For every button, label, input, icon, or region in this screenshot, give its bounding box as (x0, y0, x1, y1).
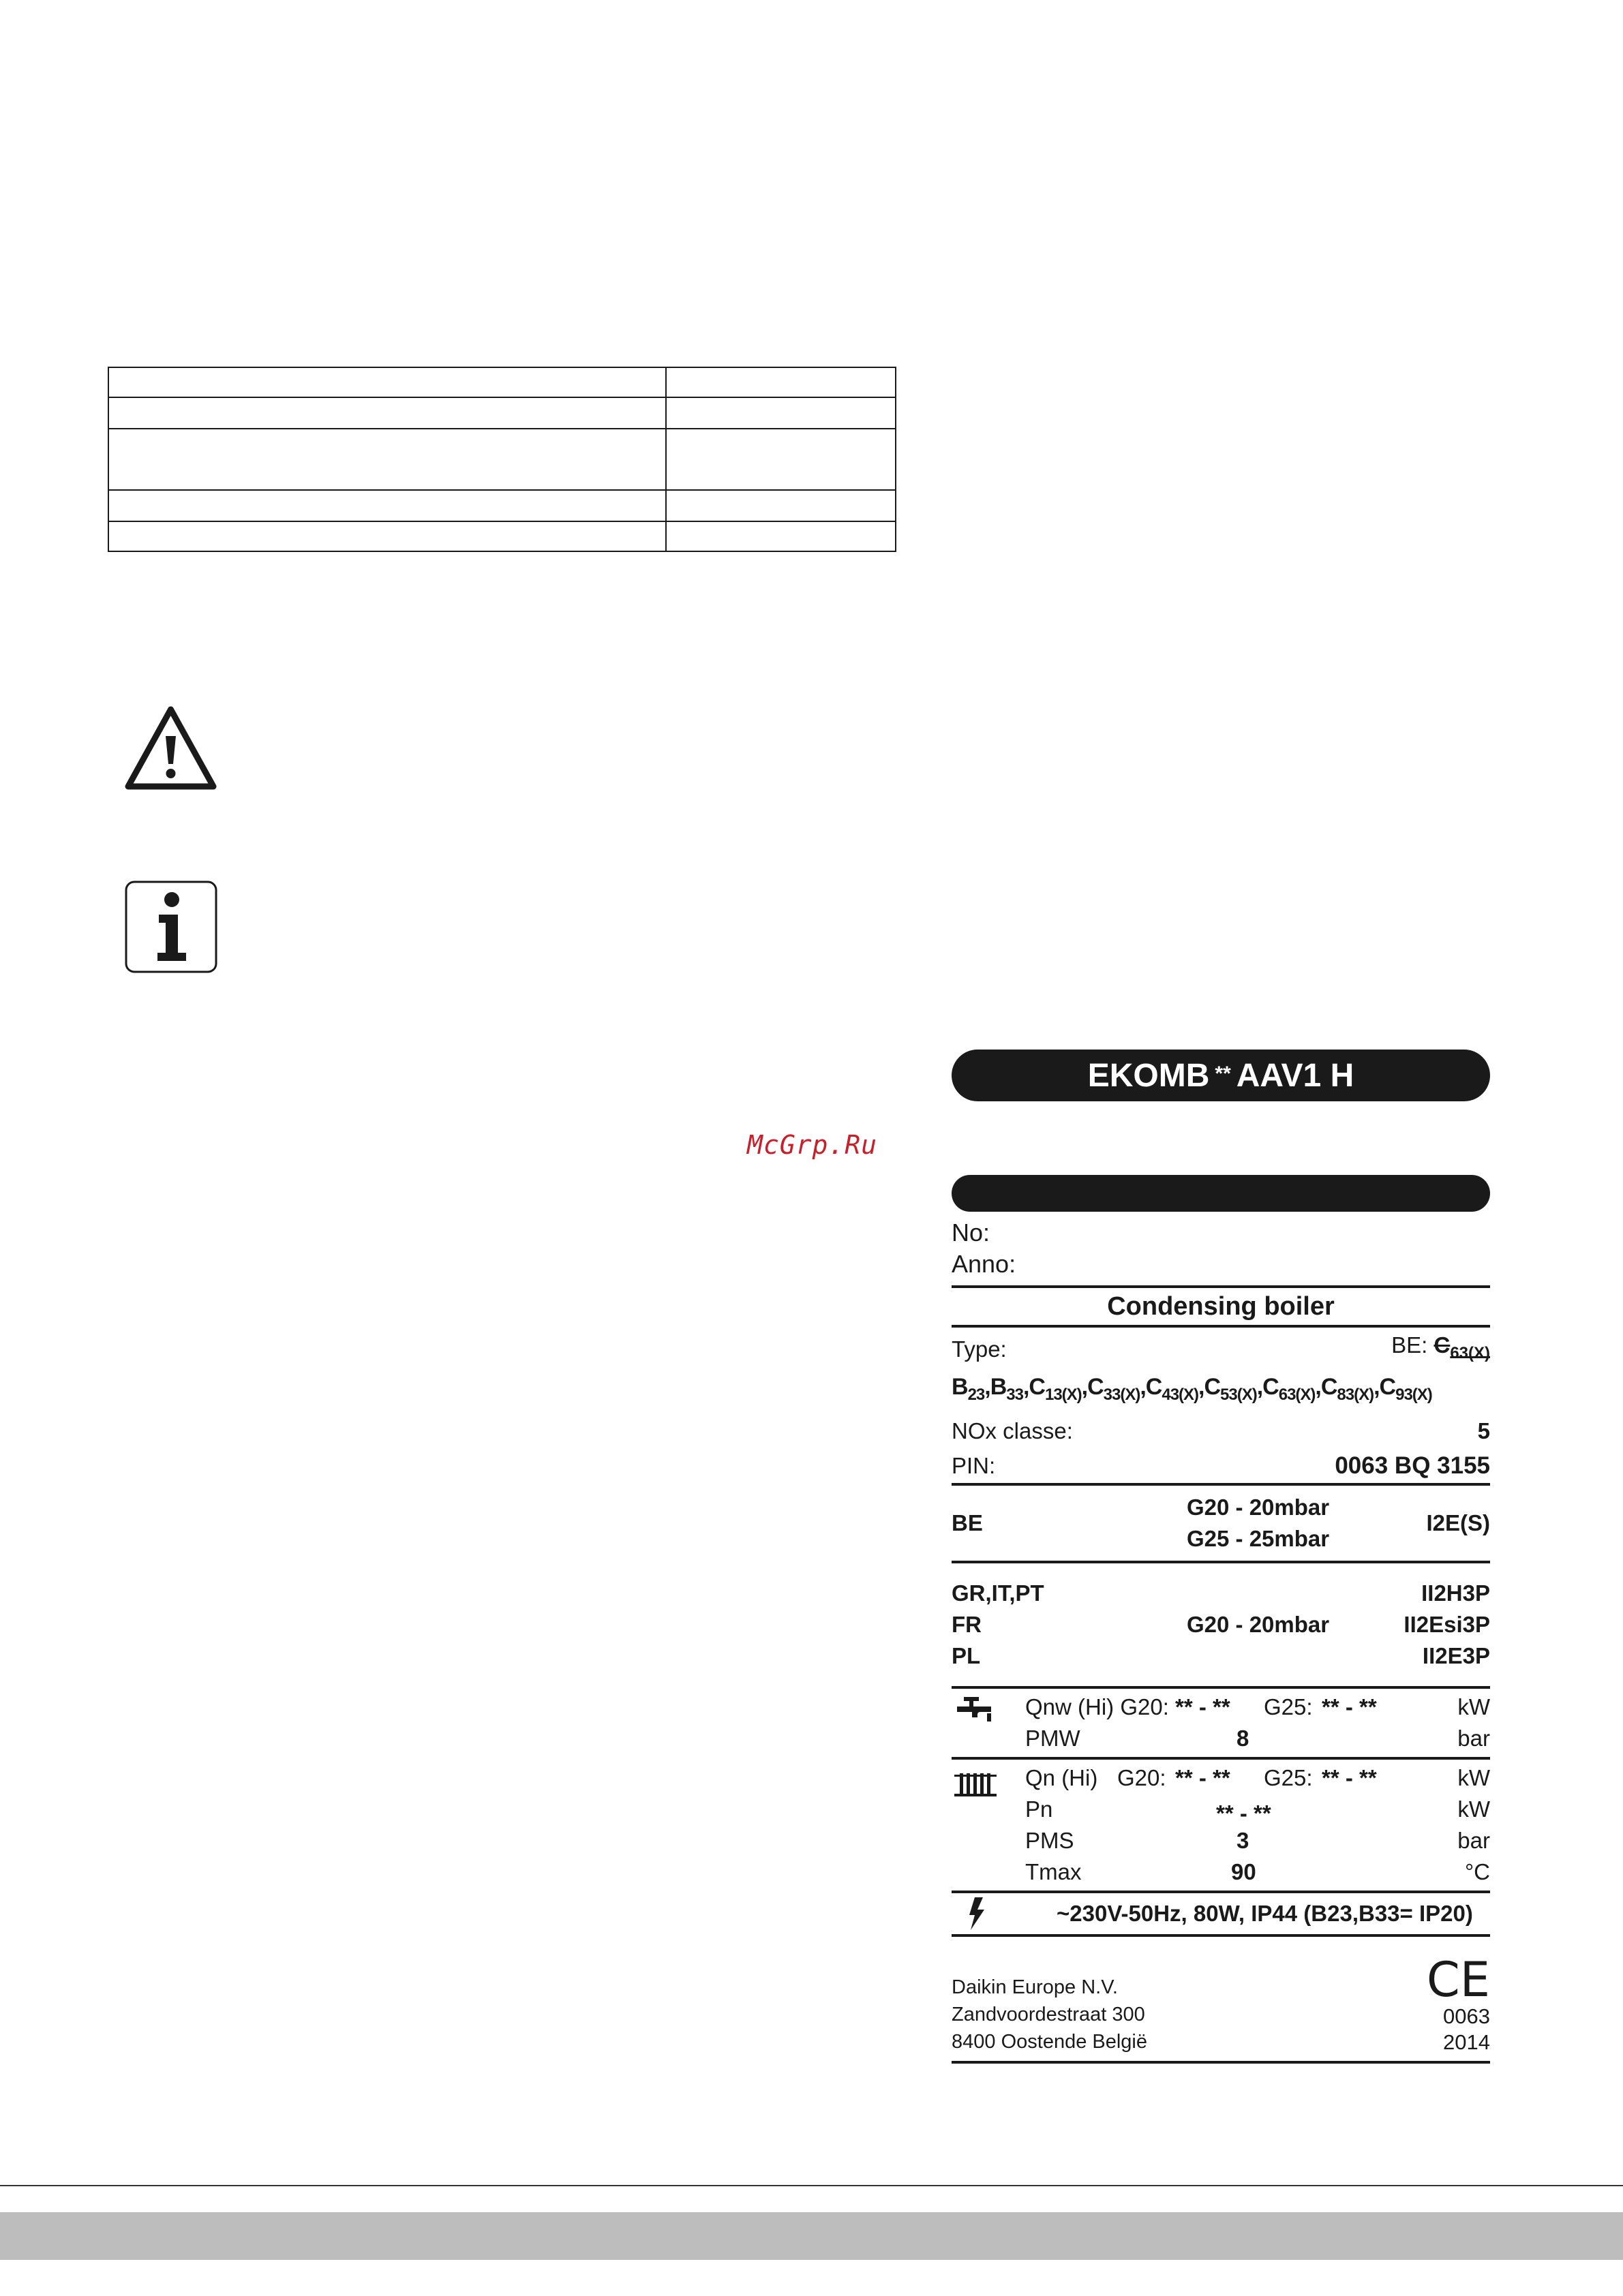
type-code: ,C (1198, 1374, 1221, 1400)
type-code-sub: 63(X) (1278, 1386, 1316, 1404)
category-3: II2E3P (1422, 1643, 1490, 1668)
ce-year: 2014 (1443, 2030, 1490, 2054)
type-list (952, 1368, 1490, 1413)
model-suffix: AAV1 H (1236, 1057, 1354, 1094)
country-1: GR,IT,PT (952, 1580, 1044, 1606)
qnw-label: Qnw (Hi) G20: (1025, 1694, 1169, 1719)
table-row (108, 397, 896, 429)
tap-icon (954, 1696, 994, 1723)
pmw-label: PMW (1025, 1726, 1080, 1751)
type-code-sub: 33 (1006, 1386, 1023, 1404)
type-code-sub: 23 (967, 1386, 985, 1404)
manufacturer-block (952, 1952, 1490, 2055)
table-cell (108, 367, 666, 397)
heating-block (952, 1760, 1490, 1891)
tmax-value: 90 (1231, 1859, 1256, 1884)
type-code-sub: 53(X) (1220, 1386, 1257, 1404)
ce-mark: CE (1426, 1952, 1490, 2008)
type-code-sub: 93(X) (1395, 1386, 1432, 1404)
table-cell (666, 429, 896, 490)
be-gas-1: G20 - 20mbar (1187, 1495, 1330, 1520)
plate-header-bar (952, 1175, 1490, 1212)
address-line-2: Zandvoordestraat 300 (952, 2004, 1145, 2025)
pms-value: 3 (1237, 1828, 1249, 1853)
country-list (952, 1578, 1187, 1672)
qnw-g20: ** - ** (1175, 1694, 1230, 1719)
warning-icon (125, 705, 217, 791)
tmax-label: Tmax (1025, 1859, 1082, 1884)
type-code-sub: 83(X) (1337, 1386, 1374, 1404)
be-struck-type (1434, 1332, 1490, 1362)
pn-value: ** - ** (1216, 1801, 1271, 1826)
electrical-row (952, 1893, 1490, 1934)
be-type (1391, 1330, 1490, 1368)
table-cell (666, 367, 896, 397)
type-code: ,C (1374, 1374, 1396, 1400)
pmw-unit: bar (1457, 1726, 1490, 1751)
be-gas-2: G25 - 25mbar (1187, 1526, 1330, 1551)
country-gas-group (952, 1563, 1490, 1686)
country-2: FR (952, 1612, 982, 1637)
qn-g20: ** - ** (1175, 1765, 1230, 1790)
dhw-block (952, 1689, 1490, 1757)
model-name: EKOMB (1087, 1057, 1210, 1094)
category-1: II2H3P (1421, 1580, 1490, 1606)
group-gas: G20 - 20mbar (1187, 1612, 1330, 1637)
table-row (108, 367, 896, 397)
pn-unit: kW (1457, 1796, 1490, 1822)
pin-value: 0063 BQ 3155 (1335, 1452, 1490, 1479)
type-code: ,C (1081, 1374, 1104, 1400)
blank-table (108, 367, 896, 552)
rating-plate (952, 1050, 1490, 2064)
pms-unit: bar (1457, 1828, 1490, 1853)
table-cell (108, 397, 666, 429)
table-row (108, 429, 896, 490)
table-cell (666, 521, 896, 551)
footer-divider (0, 2185, 1623, 2186)
footer-bar (0, 2212, 1623, 2260)
type-code: B (952, 1374, 968, 1400)
table-cell (108, 429, 666, 490)
pin-label: PIN: (952, 1453, 996, 1478)
category-2: II2Esi3P (1404, 1612, 1490, 1637)
product-name: Condensing boiler (1107, 1292, 1335, 1321)
table-row (108, 521, 896, 551)
nox-value: 5 (1477, 1418, 1490, 1443)
model-stars: ** (1215, 1062, 1231, 1085)
be-gas-row (952, 1486, 1490, 1561)
address-line-1: Daikin Europe N.V. (952, 1976, 1118, 1998)
type-code: ,C (1315, 1374, 1337, 1400)
power-spec: ~230V-50Hz, 80W, IP44 (B23,B33= IP20) (1057, 1901, 1473, 1926)
table-cell (666, 397, 896, 429)
type-code-sub: 33(X) (1103, 1386, 1140, 1404)
category-list (1404, 1578, 1490, 1672)
pms-label: PMS (1025, 1828, 1074, 1853)
address-line-3: 8400 Oostende België (952, 2031, 1147, 2053)
qn-g25: ** - ** (1322, 1765, 1377, 1790)
type-code: ,C (1140, 1374, 1162, 1400)
be-prefix: BE: (1391, 1332, 1428, 1358)
be-struck-sub: 63(X) (1450, 1344, 1490, 1362)
type-code-sub: 43(X) (1162, 1386, 1199, 1404)
watermark: McGrp.Ru (747, 1130, 878, 1160)
type-code: ,C (1022, 1374, 1045, 1400)
be-struck-letter: C (1434, 1332, 1451, 1358)
qn-g20-label: G20: (1117, 1765, 1166, 1790)
qnw-g25: ** - ** (1322, 1694, 1377, 1719)
qnw-unit: kW (1457, 1694, 1490, 1719)
no-label: No: (952, 1219, 990, 1246)
info-icon (125, 881, 217, 973)
ce-number: 0063 (1443, 2004, 1490, 2028)
table-cell (108, 490, 666, 521)
be-country: BE (952, 1510, 983, 1535)
type-code: ,B (984, 1374, 1007, 1400)
qn-g25-label: G25: (1264, 1765, 1313, 1790)
qn-label: Qn (Hi) (1025, 1765, 1098, 1790)
pn-label: Pn (1025, 1796, 1053, 1822)
type-label: Type: (952, 1336, 1007, 1362)
nox-label: NOx classe: (952, 1418, 1073, 1443)
radiator-icon (954, 1771, 997, 1798)
anno-label: Anno: (952, 1250, 1016, 1278)
qnw-g25-label: G25: (1264, 1694, 1313, 1719)
country-3: PL (952, 1643, 981, 1668)
model-banner (952, 1050, 1490, 1101)
table-row (108, 490, 896, 521)
type-code-sub: 13(X) (1044, 1386, 1082, 1404)
be-gases (1187, 1492, 1391, 1555)
be-category: I2E(S) (1426, 1510, 1490, 1535)
type-code: ,C (1256, 1374, 1279, 1400)
table-cell (666, 490, 896, 521)
tmax-unit: °C (1464, 1859, 1490, 1884)
pmw-value: 8 (1237, 1726, 1249, 1751)
lightning-icon (968, 1897, 986, 1930)
table-cell (108, 521, 666, 551)
qn-unit: kW (1457, 1765, 1490, 1790)
